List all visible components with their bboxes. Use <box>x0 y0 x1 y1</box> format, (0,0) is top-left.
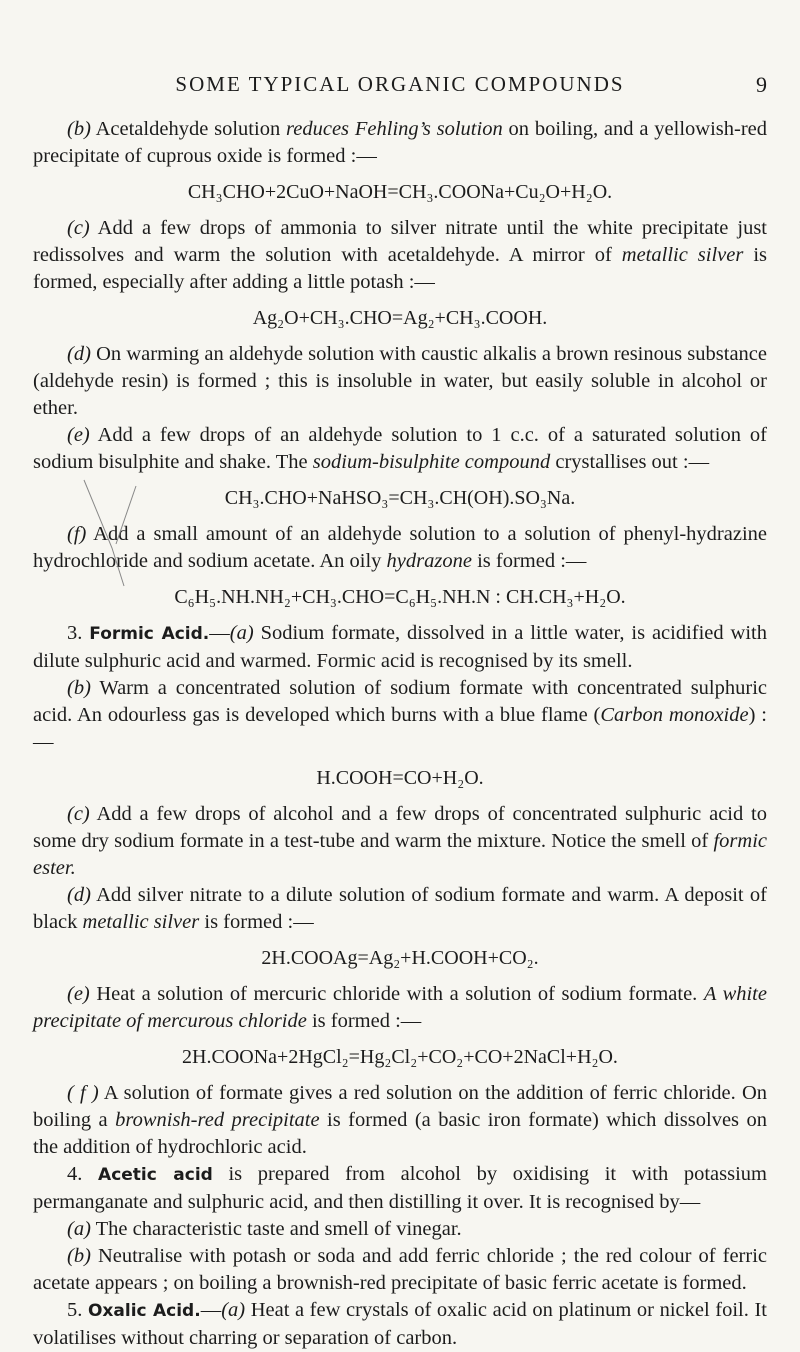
paragraph-d-aldehyde-resin <box>33 341 767 422</box>
item-label: (a) <box>229 622 254 644</box>
item-label: (f) <box>67 523 87 545</box>
text: Add a few drops of alcohol and a few drops of concentrated sulphuric acid to some dry sodium formate in a test-tube and warm the mixture. Notice the smell of <box>33 803 767 852</box>
running-header <box>33 72 767 102</box>
item-label: (c) <box>67 803 90 825</box>
text: Add a small amount of an aldehyde solution to a solution of phenyl-hydrazine hydrochloride and sodium acetate. An oily <box>33 523 767 572</box>
text: is formed :— <box>199 911 314 933</box>
emphasis: sodium-bisulphite compound <box>312 451 551 473</box>
paragraph-5-oxalic-acid <box>33 1297 767 1352</box>
text: On warming an aldehyde solution with caustic alkalis a brown resinous substance (aldehyde resin) is formed ; this is insoluble in water, but easily soluble in alcohol or ether. <box>33 343 767 419</box>
text: Neutralise with potash or soda and add ferric chloride ; the red colour of ferric acetate appears ; on boiling a brownish-red precipitate of basic ferric acetate is formed. <box>33 1245 767 1294</box>
text: crystallises out :— <box>550 451 710 473</box>
text: Add silver nitrate to a dilute solution of sodium formate and warm. A deposit of black <box>33 884 767 933</box>
paragraph-b-fehling <box>33 116 767 170</box>
section-number: 5. <box>67 1299 83 1321</box>
equation-hydrazone: C₆H₅.NH.NH₂+CH₃.CHO=C₆H₅.NH.N : CH.CH₃+H₂O. <box>174 586 626 608</box>
paragraph-3b-carbon-monoxide <box>33 675 767 756</box>
paragraph-e-bisulphite <box>33 422 767 476</box>
section-number: 4. <box>67 1163 83 1185</box>
emphasis: Carbon monoxide <box>600 704 749 726</box>
emphasis: metallic silver <box>621 244 744 266</box>
text: A solution of formate gives a red solution on the addition of ferric chloride. On boiling a <box>33 1082 767 1131</box>
text: ) :— <box>33 704 767 753</box>
item-label: (b) <box>67 1245 91 1267</box>
text: Add a few drops of ammonia to silver nitrate until the white precipitate just redissolves and warm the solution with acetaldehyde. A mirror of <box>33 217 767 266</box>
paragraph-3d-silver <box>33 882 767 936</box>
item-label: (d) <box>67 884 91 906</box>
section-heading: Formic Acid. <box>89 624 210 644</box>
paragraph-3c-formic-ester <box>33 801 767 882</box>
text: The characteristic taste and smell of vinegar. <box>90 1218 462 1240</box>
equation-silver-mirror: Ag₂O+CH₃.CHO=Ag₂+CH₃.COOH. <box>252 307 548 329</box>
text: is formed :— <box>306 1010 422 1032</box>
item-label: (e) <box>67 983 90 1005</box>
item-label: (a) <box>221 1299 246 1321</box>
text: Add a few drops of an aldehyde solution to 1 c.c. of a saturated solution of sodium bisulphite and shake. The <box>33 424 767 473</box>
text: Sodium formate, dissolved in a little water, is acidified with dilute sulphuric acid and warmed. Formic acid is recognised by its smell. <box>33 622 768 672</box>
text: Heat a solution of mercuric chloride with a solution of sodium formate. <box>89 983 704 1005</box>
item-label: (b) <box>67 118 91 140</box>
paragraph-4b-ferric-acetate <box>33 1243 767 1297</box>
text: Acetaldehyde solution <box>90 118 287 140</box>
dash: — <box>200 1299 222 1321</box>
text: is formed, especially after adding a little potash :— <box>33 244 767 293</box>
paragraph-4-acetic-acid <box>33 1161 767 1216</box>
emphasis: A white precipitate of mercurous chloride <box>33 983 767 1032</box>
equation-fehling: CH₃CHO+2CuO+NaOH=CH₃.COONa+Cu₂O+H₂O. <box>187 181 613 203</box>
emphasis: metallic silver <box>82 911 200 933</box>
emphasis: hydrazone <box>386 550 472 572</box>
section-heading: Oxalic Acid. <box>87 1301 201 1321</box>
item-label: (b) <box>67 677 91 699</box>
paragraph-3-formic-acid <box>33 620 767 675</box>
dash: — <box>209 622 230 644</box>
page-number: 9 <box>756 72 767 97</box>
text: is formed :— <box>471 550 587 572</box>
paragraph-3f-ferric <box>33 1080 767 1161</box>
emphasis: brownish-red precipitate <box>115 1109 320 1131</box>
pencil-mark <box>72 478 162 598</box>
emphasis: reduces Fehling’s solution <box>286 118 503 140</box>
running-title: SOME TYPICAL ORGANIC COMPOUNDS <box>175 72 625 96</box>
item-label: (d) <box>67 343 91 365</box>
item-label: (a) <box>67 1218 91 1240</box>
text: is formed (a basic iron formate) which dissolves on the addition of hydrochloric acid. <box>33 1109 767 1158</box>
text: Heat a few crystals of oxalic acid on platinum or nickel foil. It volatilises without charring or separation of carbon. <box>33 1299 767 1349</box>
section-heading: Acetic acid <box>98 1165 213 1185</box>
item-label: ( f ) <box>67 1082 99 1104</box>
emphasis: formic ester. <box>33 830 767 879</box>
text: on boiling, and a yellowish-red precipitate of cuprous oxide is formed :— <box>33 118 768 167</box>
equation-bisulphite: CH₃.CHO+NaHSO₃=CH₃.CH(OH).SO₃Na. <box>224 487 576 509</box>
paragraph-c-silver-mirror <box>33 215 767 296</box>
item-label: (c) <box>67 217 90 239</box>
text: is prepared from alcohol by oxidising it with potassium permanganate and sulphuric acid, and then distilling it over. It is recognised by— <box>33 1163 767 1213</box>
section-number: 3. <box>67 622 83 644</box>
page-body <box>33 116 767 1352</box>
equation-mercurous: 2H.COONa+2HgCl₂=Hg₂Cl₂+CO₂+CO+2NaCl+H₂O. <box>182 1046 618 1068</box>
equation-silver-formate: 2H.COOAg=Ag₂+H.COOH+CO₂. <box>261 947 539 969</box>
item-label: (e) <box>67 424 90 446</box>
paragraph-3e-mercurous <box>33 981 767 1035</box>
equation-formic-decomposition: H.COOH=CO+H₂O. <box>316 767 484 789</box>
text: Warm a concentrated solution of sodium formate with concentrated sulphuric acid. An odourless gas is developed which burns with a blue flame ( <box>33 677 767 726</box>
paragraph-4a-vinegar <box>33 1216 767 1243</box>
